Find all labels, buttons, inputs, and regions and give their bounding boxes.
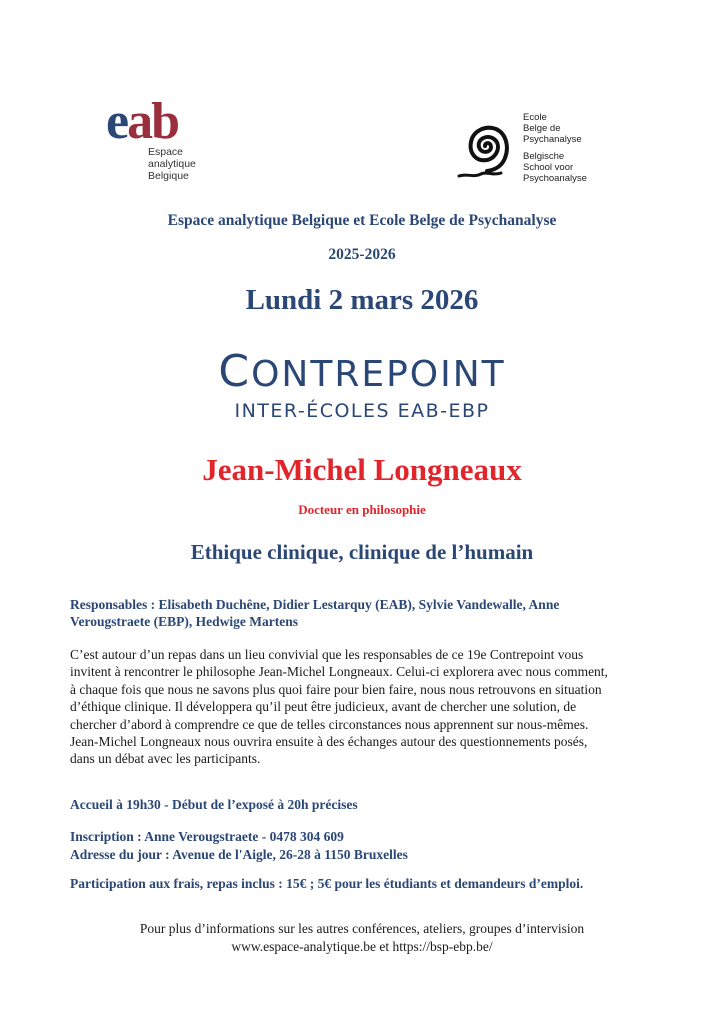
speaker-role: Docteur en philosophie	[298, 502, 426, 517]
contrepoint-subtitle: INTER-ÉCOLES EAB-EBP	[234, 400, 490, 422]
description-line: à chaque fois que nous ne savons plus quoi faire pour bien faire, nous nous retrouvons en situation	[70, 681, 602, 697]
footer-info-line: Pour plus d’informations sur les autres conférences, ateliers, groupes d’intervision	[139, 921, 585, 936]
eab-logo-subtitle	[148, 146, 216, 182]
ebp-logo-line: Ecole	[523, 112, 547, 123]
eab-logo-line: Espace	[148, 146, 184, 158]
ebp-logo-line: Psychanalyse	[523, 134, 582, 145]
ebp-logo-text	[523, 112, 587, 184]
description	[70, 646, 650, 768]
responsables-line: Responsables : Elisabeth Duchêne, Didier Lestarquy (EAB), Sylvie Vandewalle, Anne	[70, 597, 560, 612]
ebp-logo-line: Belge de	[523, 123, 561, 134]
responsables-line: Verougstraete (EBP), Hedwige Martens	[70, 614, 298, 629]
description-line: Jean-Michel Longneaux nous ouvrira ensuite à des échanges autour des questionnements posés,	[70, 734, 588, 750]
event-date: Lundi 2 mars 2026	[245, 284, 479, 316]
ebp-logo-line: School voor	[523, 162, 574, 173]
description-line: C’est autour d’un repas dans un lieu convivial que les responsables de ce 19e Contrepoint vous	[70, 647, 584, 662]
eab-logo	[106, 93, 216, 190]
description-line: dans un débat avec les participants.	[70, 751, 261, 767]
contrepoint-title-initial: C	[218, 346, 252, 397]
description-line: chercher d’abord à comprendre ce que de telles circonstances nous apprennent sur nous-mêmes.	[70, 716, 589, 732]
eab-logo-letters: eab	[106, 93, 179, 150]
academic-year: 2025-2026	[328, 246, 396, 263]
eab-logo-line: analytique	[148, 158, 196, 170]
spiral-icon	[447, 110, 519, 182]
contact-info	[70, 828, 650, 864]
address-line: Adresse du jour : Avenue de l'Aigle, 26-28 à 1150 Bruxelles	[70, 847, 408, 862]
talk-title: Ethique clinique, clinique de l’humain	[190, 540, 534, 564]
description-line: d’éthique clinique. Il développera qu’il peut être judicieux, avant de chercher une solution, de	[70, 699, 577, 715]
schedule-info: Accueil à 19h30 - Début de l’exposé à 20h précises	[70, 797, 358, 812]
eab-logo-line: Belgique	[148, 170, 189, 182]
speaker-name: Jean-Michel Longneaux	[202, 452, 522, 487]
organizers-heading: Espace analytique Belgique et Ecole Belge de Psychanalyse	[167, 212, 557, 229]
ebp-logo-line: Belgische	[523, 151, 565, 162]
participation-fees: Participation aux frais, repas inclus : 15€ ; 5€ pour les étudiants et demandeurs d’emploi.	[70, 876, 584, 891]
contrepoint-title-rest: ONTREPOINT	[251, 354, 506, 395]
ebp-logo	[447, 110, 607, 190]
footer-links[interactable]: www.espace-analytique.be et https://bsp-ebp.be/	[231, 939, 493, 954]
responsables	[70, 596, 650, 630]
footer	[0, 920, 724, 956]
contrepoint-title	[0, 346, 724, 397]
description-line: invitent à rencontrer le philosophe Jean-Michel Longneaux. Celui-ci explorera avec nous comment,	[70, 664, 608, 680]
ebp-logo-line: Psychoanalyse	[523, 173, 587, 184]
inscription-line: Inscription : Anne Verougstraete - 0478 304 609	[70, 829, 344, 844]
